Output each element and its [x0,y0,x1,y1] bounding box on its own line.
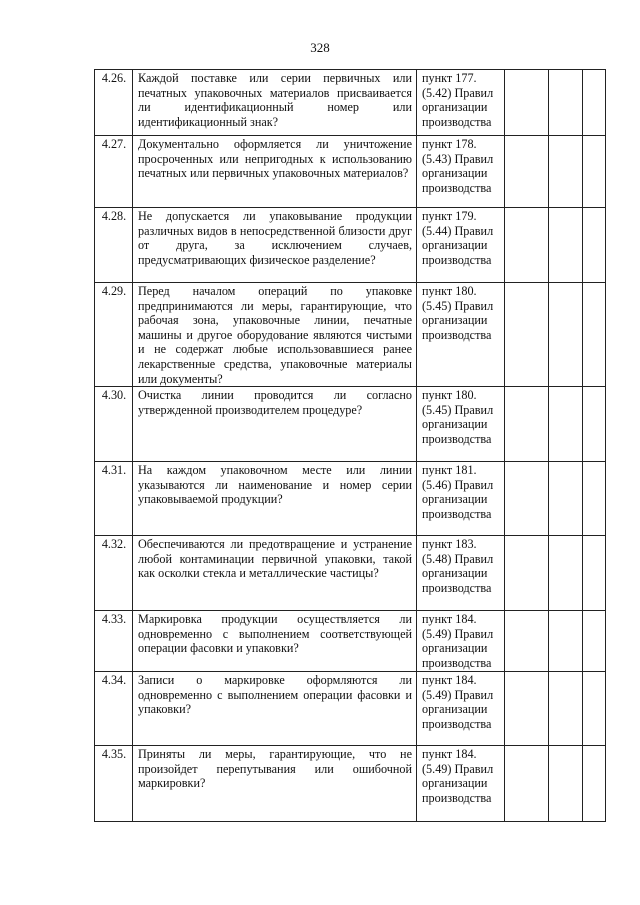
empty-cell [505,536,549,611]
empty-cell [505,136,549,208]
question-text: Каждой поставке или серии первичных или печатных упаковочных материалов присваивается ли идентификационный номер или идентификационный знак? [133,70,417,136]
empty-cell [505,283,549,387]
table-row [95,136,606,208]
empty-cell [583,746,606,822]
question-text: Маркировка продукции осуществляется ли одновременно с выполнением соответствующей операции фасовки и упаковки? [133,611,417,672]
item-number: 4.34. [95,672,133,746]
empty-cell [549,136,583,208]
empty-cell [505,208,549,283]
empty-cell [505,462,549,536]
question-text: Приняты ли меры, гарантирующие, что не произойдет перепутывания или ошибочной маркировки? [133,746,417,822]
question-text: На каждом упаковочном месте или линии указываются ли наименование и номер серии упаковываемой продукции? [133,462,417,536]
item-number: 4.27. [95,136,133,208]
regulation-reference: пункт 183. (5.48) Правил организации производства [417,536,505,611]
table-row [95,387,606,462]
item-number: 4.32. [95,536,133,611]
table-row [95,611,606,672]
question-text: Документально оформляется ли уничтожение просроченных или непригодных к использованию печатных или первичных упаковочных материалов? [133,136,417,208]
empty-cell [505,387,549,462]
question-text: Перед началом операций по упаковке предпринимаются ли меры, гарантирующие, что рабочая зона, упаковочные линии, печатные машины и другое оборудование являются чистыми и не содержат любые использовавшиеся ранее лекарственные средства, упаковочные материалы или документы? [133,283,417,387]
item-number: 4.29. [95,283,133,387]
table-row [95,672,606,746]
question-text: Не допускается ли упаковывание продукции различных видов в непосредственной близости друг от друга, за исключением случаев, предусматривающих физическое разделение? [133,208,417,283]
empty-cell [583,208,606,283]
empty-cell [583,136,606,208]
regulation-reference: пункт 184. (5.49) Правил организации производства [417,746,505,822]
checklist-table [94,69,606,822]
item-number: 4.33. [95,611,133,672]
regulation-reference: пункт 180. (5.45) Правил организации производства [417,387,505,462]
item-number: 4.35. [95,746,133,822]
regulation-reference: пункт 184. (5.49) Правил организации производства [417,672,505,746]
regulation-reference: пункт 180. (5.45) Правил организации производства [417,283,505,387]
empty-cell [549,536,583,611]
empty-cell [549,387,583,462]
item-number: 4.26. [95,70,133,136]
empty-cell [583,387,606,462]
item-number: 4.28. [95,208,133,283]
empty-cell [505,70,549,136]
item-number: 4.30. [95,387,133,462]
empty-cell [583,536,606,611]
empty-cell [583,283,606,387]
table-row [95,536,606,611]
empty-cell [505,611,549,672]
regulation-reference: пункт 177. (5.42) Правил организации производства [417,70,505,136]
regulation-reference: пункт 179. (5.44) Правил организации производства [417,208,505,283]
table-row [95,208,606,283]
empty-cell [583,462,606,536]
empty-cell [583,672,606,746]
empty-cell [583,70,606,136]
empty-cell [549,746,583,822]
empty-cell [549,611,583,672]
table-row [95,746,606,822]
table-row [95,462,606,536]
table-row [95,70,606,136]
question-text: Записи о маркировке оформляются ли одновременно с выполнением операции фасовки и упаковки? [133,672,417,746]
empty-cell [549,70,583,136]
empty-cell [549,283,583,387]
empty-cell [505,672,549,746]
regulation-reference: пункт 181. (5.46) Правил организации производства [417,462,505,536]
empty-cell [549,208,583,283]
regulation-reference: пункт 184. (5.49) Правил организации производства [417,611,505,672]
question-text: Очистка линии проводится ли согласно утвержденной производителем процедуре? [133,387,417,462]
page-number: 328 [310,40,330,55]
item-number: 4.31. [95,462,133,536]
question-text: Обеспечиваются ли предотвращение и устранение любой контаминации первичной упаковки, такой как осколки стекла и металлические частицы? [133,536,417,611]
table-row [95,283,606,387]
regulation-reference: пункт 178. (5.43) Правил организации производства [417,136,505,208]
empty-cell [583,611,606,672]
empty-cell [549,672,583,746]
empty-cell [505,746,549,822]
empty-cell [549,462,583,536]
